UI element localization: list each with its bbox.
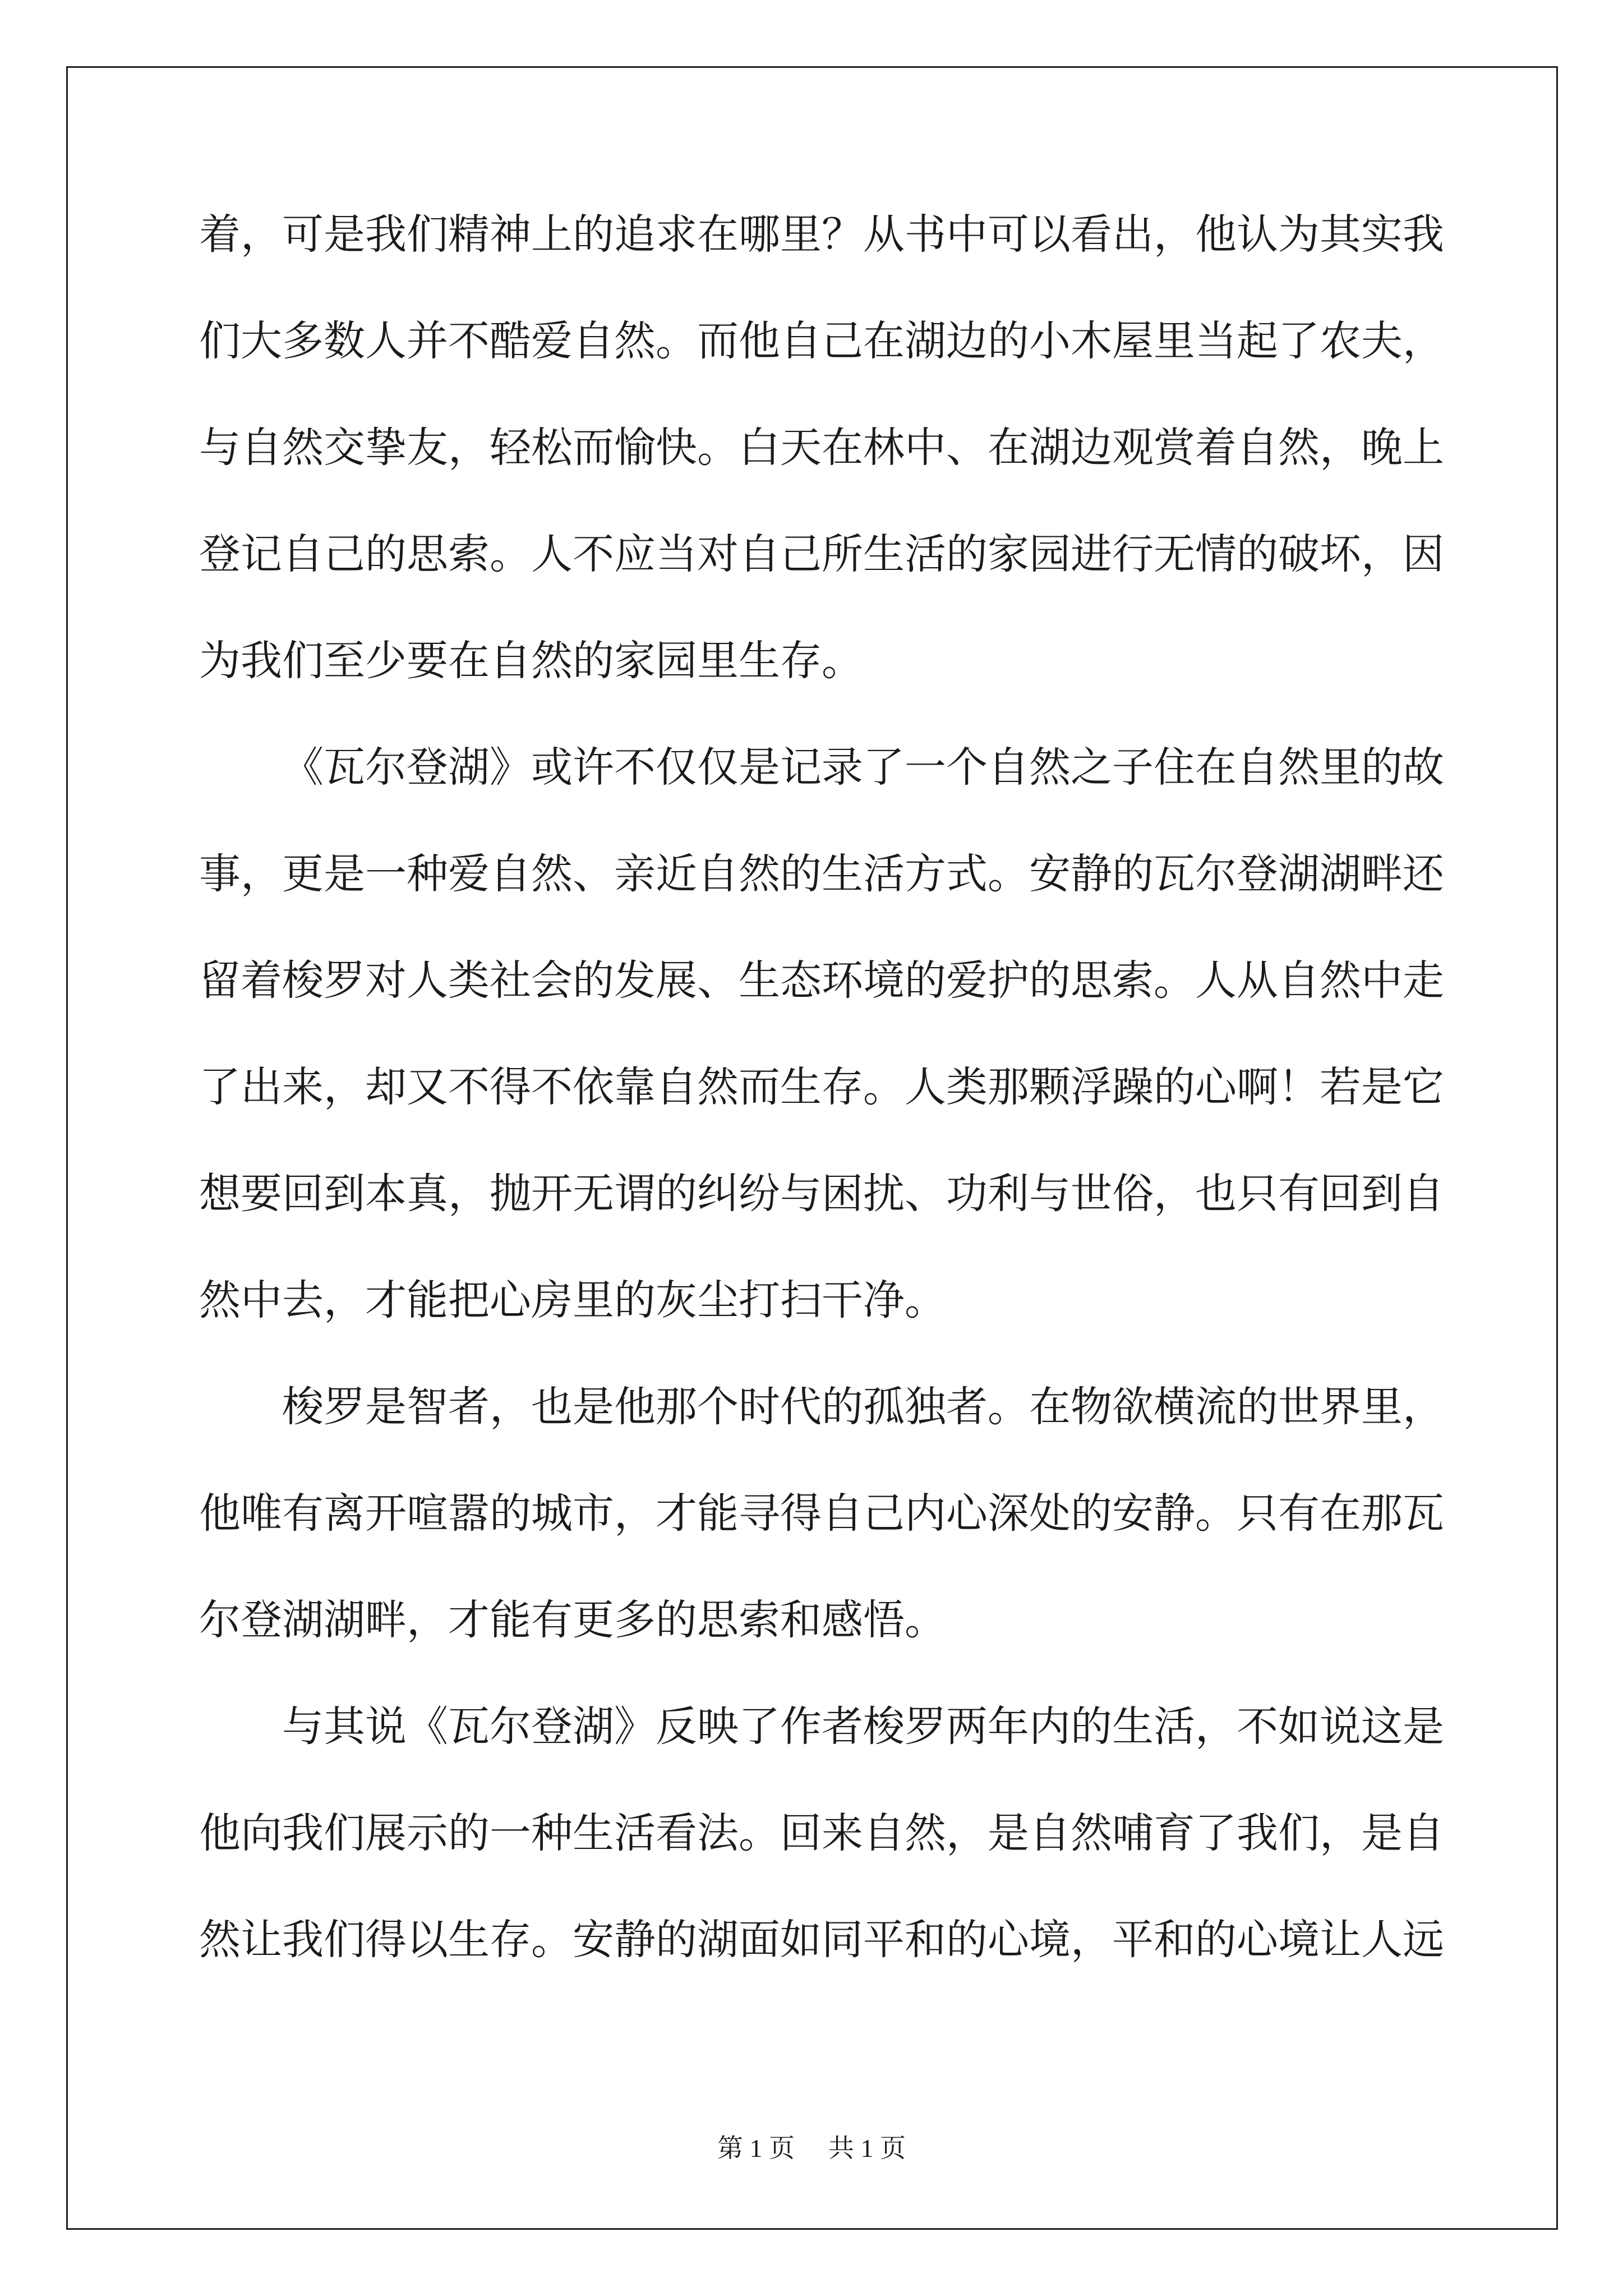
text-line: 与自然交挚友，轻松而愉快。白天在林中、在湖边观赏着自然，晚上 [199,424,1444,472]
document-body [199,210,1444,2025]
text-line: 登记自己的思索。人不应当对自己所生活的家园进行无情的破坏，因 [199,530,1444,578]
text-line: 们大多数人并不酷爱自然。而他自己在湖边的小木屋里当起了农夫， [199,317,1444,365]
text-line: 了出来，却又不得不依靠自然而生存。人类那颗浮躁的心啊！若是它 [199,1063,1444,1111]
text-line: 着，可是我们精神上的追求在哪里？从书中可以看出，他认为其实我 [199,210,1444,259]
page-total: 共 1 页 [828,2134,906,2162]
paragraph-first-line: 梭罗是智者，也是他那个时代的孤独者。在物欲横流的世界里， [282,1383,1444,1431]
text-line: 然让我们得以生存。安静的湖面如同平和的心境，平和的心境让人远 [199,1916,1444,1964]
text-line: 想要回到本真，抛开无谓的纠纷与困扰、功利与世俗，也只有回到自 [199,1170,1444,1218]
text-line: 他向我们展示的一种生活看法。回来自然，是自然哺育了我们，是自 [199,1809,1444,1857]
text-line: 为我们至少要在自然的家园里生存。 [199,637,863,685]
text-line: 留着梭罗对人类社会的发展、生态环境的爱护的思索。人从自然中走 [199,956,1444,1005]
text-line: 然中去，才能把心房里的灰尘打扫干净。 [199,1276,946,1324]
paragraph-first-line: 《瓦尔登湖》或许不仅仅是记录了一个自然之子住在自然里的故 [282,743,1444,792]
page-number: 第 1 页 [717,2134,795,2162]
text-line: 事，更是一种爱自然、亲近自然的生活方式。安静的瓦尔登湖湖畔还 [199,850,1444,898]
text-line: 尔登湖湖畔，才能有更多的思索和感悟。 [199,1596,946,1644]
page-footer [0,2134,1623,2162]
text-line: 他唯有离开喧嚣的城市，才能寻得自己内心深处的安静。只有在那瓦 [199,1489,1444,1538]
paragraph-first-line: 与其说《瓦尔登湖》反映了作者梭罗两年内的生活，不如说这是 [282,1703,1444,1751]
